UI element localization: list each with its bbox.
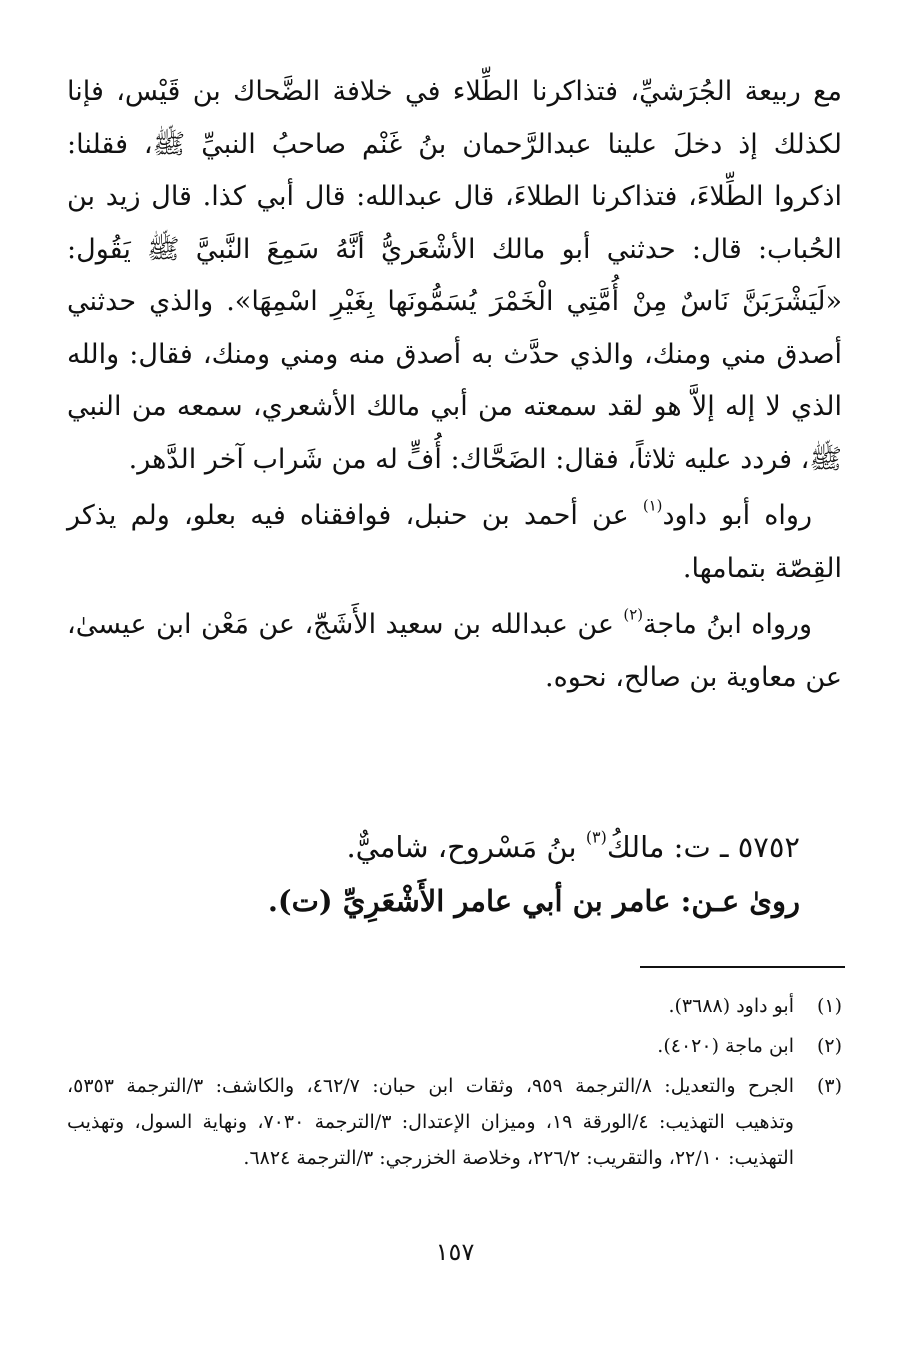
footnote-number: (٢) <box>816 1035 842 1057</box>
text-segment: ورواه ابنُ ماجة <box>643 609 812 640</box>
entry-title: ٥٧٥٢ ـ ت: مالكُ <box>606 830 800 864</box>
page-number: ١٥٧ <box>435 1238 475 1266</box>
footnote-ref-2[interactable]: (٢) <box>623 605 643 624</box>
paragraph-abu-dawud <box>67 490 842 595</box>
paragraph-ibn-majah <box>67 599 842 704</box>
entry-narrated-from: روىٰ عـن: عامر بن أبي عامر الأَشْعَرِيِّ (ت). <box>267 884 800 918</box>
text-segment: عن عبدالله بن سعيد الأَشَجّ، عن مَعْن ابن عيسىٰ، عن معاوية بن صالح، نحوه. <box>67 609 842 693</box>
footnote-number: (١) <box>816 995 842 1017</box>
entry-title-rest: بنُ مَسْروح، شاميٌّ. <box>346 830 586 864</box>
main-text <box>67 66 842 704</box>
text-segment: رواه أبو داود <box>662 500 812 531</box>
footnote-text: أبو داود (٣٦٨٨). <box>668 995 794 1017</box>
footnote-text: ابن ماجة (٤٠٢٠). <box>657 1035 794 1057</box>
paragraph-hadith: مع ربيعة الجُرَشيِّ، فتذاكرنا الطِّلاء في خلافة الضَّحاك بن قَيْس، فإنا لكذلك إذ دخلَ علينا عبدالرَّحمان بنُ غَنْم صاحبُ النبيِّ ﷺ، فقلنا: اذكروا الطِّلاءَ، فتذاكرنا الطلاءَ، قال عبدالله: قال أبي كذا. قال زيد بن الحُباب: قال: حدثني أبو مالك الأشْعَريُّ أنَّهُ سَمِعَ النَّبيَّ ﷺ يَقُول: «لَيَشْرَبَنَّ نَاسٌ مِنْ أُمَّتِي الْخَمْرَ يُسَمُّونَها بِغَيْرِ اسْمِهَا». والذي حدثني أصدق مني ومنك، والذي حدَّث به أصدق منه ومني ومنك، فقال: والله الذي لا إله إلاَّ هو لقد سمعته من أبي مالك الأشعري، سمعه من النبي ﷺ، فردد عليه ثلاثاً، فقال: الضَحَّاك: أُفٍّ له من شَراب آخر الدَّهر. <box>67 76 842 475</box>
footnote-ref-3[interactable]: (٣) <box>585 827 607 847</box>
entry-heading <box>100 822 800 872</box>
footnote-number: (٣) <box>816 1075 842 1097</box>
footnote-2 <box>67 1028 842 1064</box>
footnote-ref-1[interactable]: (١) <box>642 496 663 515</box>
footnote-text: الجرح والتعديل: ٨/الترجمة ٩٥٩، وثقات ابن حبان: ٤٦٢/٧، والكاشف: ٣/الترجمة ٥٣٥٣، وتذهيب التهذيب: ٤/الورقة ١٩، وميزان الإعتدال: ٣/الترجمة ٧٠٣٠، ونهاية السول، وتهذيب التهذيب: ٢٢/١٠، والتقريب: ٢٢٦/٢، وخلاصة الخزرجي: ٣/الترجمة ٦٨٢٤. <box>67 1075 794 1169</box>
footnote-1 <box>67 988 842 1024</box>
footnote-divider <box>640 966 845 968</box>
footnote-3 <box>67 1068 842 1176</box>
text-segment: عن أحمد بن حنبل، فوافقناه فيه بعلو، ولم يذكر القِصّة بتمامها. <box>67 500 842 584</box>
footnotes <box>67 988 842 1180</box>
